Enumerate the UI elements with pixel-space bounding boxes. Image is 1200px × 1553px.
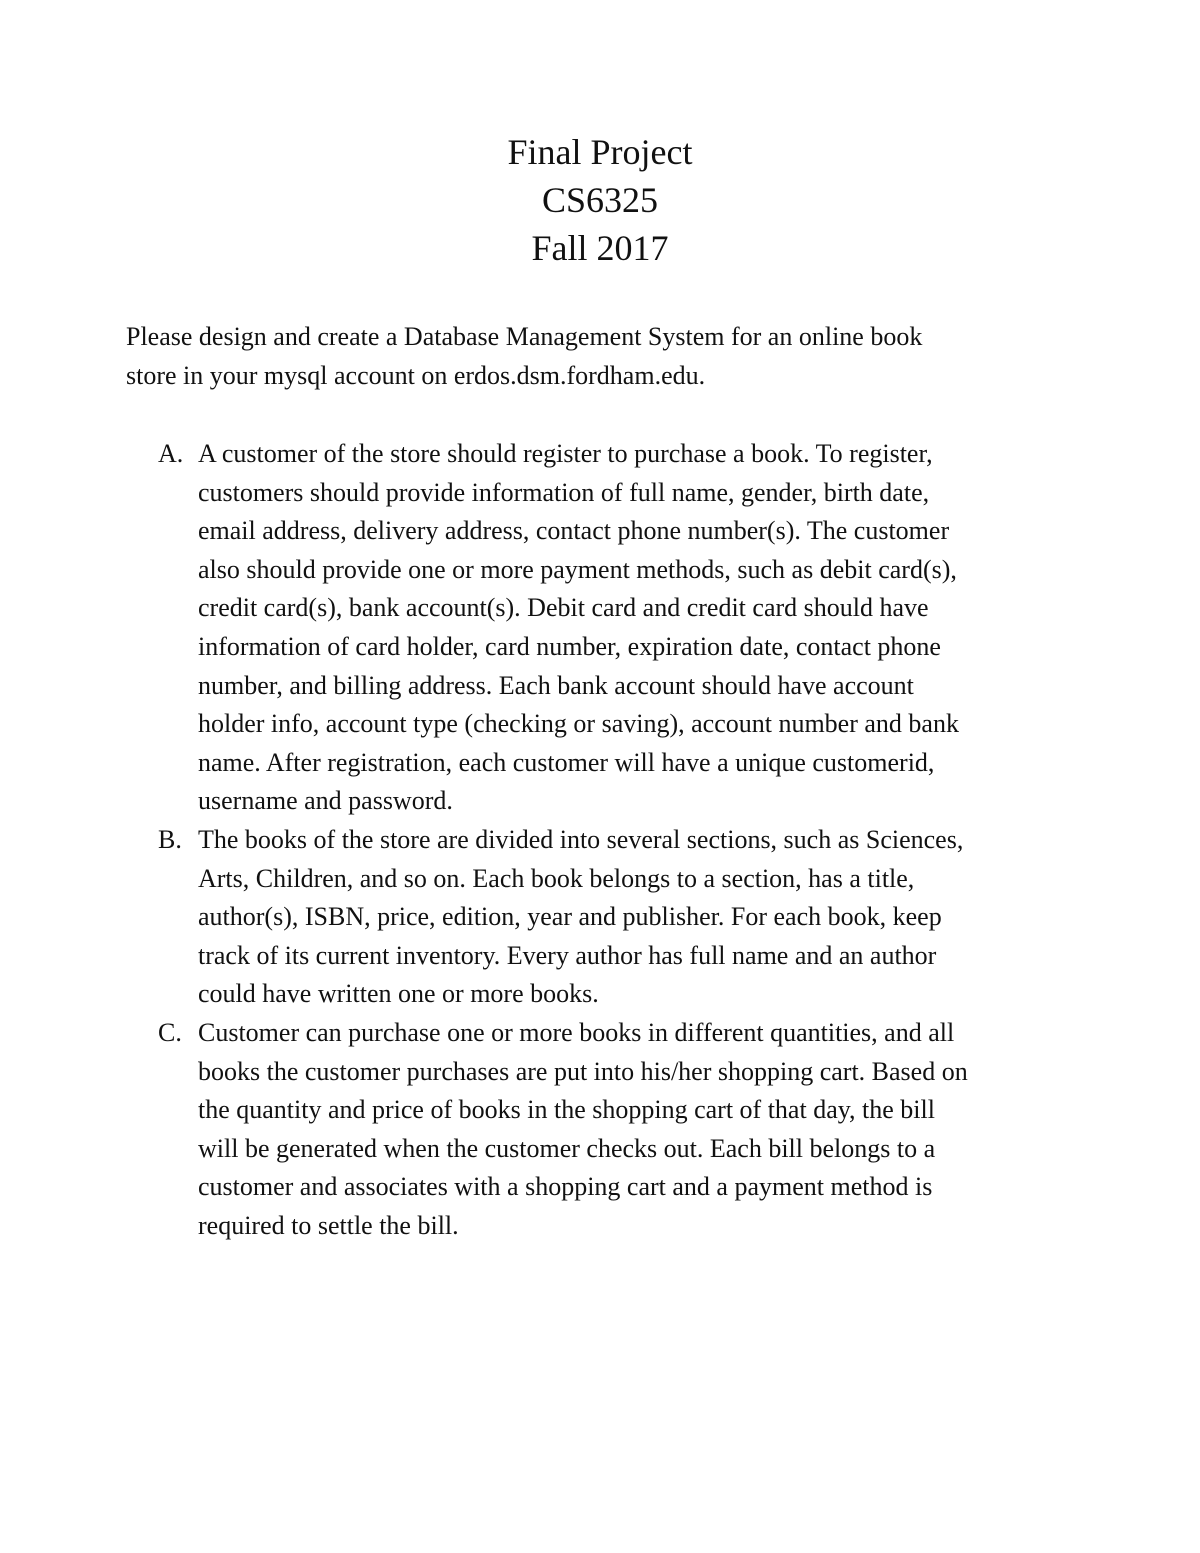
item-line: also should provide one or more payment methods, such as debit card(s), — [198, 554, 957, 584]
item-line: name. After registration, each customer will have a unique customerid, — [198, 747, 935, 777]
item-line: track of its current inventory. Every author has full name and an author — [198, 940, 937, 970]
item-line: could have written one or more books. — [198, 979, 599, 1009]
intro-line: Please design and create a Database Management System for an online book — [126, 322, 923, 351]
item-line: information of card holder, card number, expiration date, contact phone — [198, 631, 941, 661]
item-line: Customer can purchase one or more books in different quantities, and all — [198, 1017, 955, 1047]
item-marker: C. — [158, 1017, 182, 1047]
item-line: customers should provide information of full name, gender, birth date, — [198, 477, 930, 507]
item-line: author(s), ISBN, price, edition, year and publisher. For each book, keep — [198, 902, 942, 932]
item-line: The books of the store are divided into several sections, such as Sciences, — [198, 824, 964, 854]
item-line: will be generated when the customer checks out. Each bill belongs to a — [198, 1133, 936, 1163]
requirements-list — [126, 435, 1086, 1245]
intro-line: store in your mysql account on erdos.dsm.fordham.edu. — [126, 360, 706, 390]
item-line: the quantity and price of books in the shopping cart of that day, the bill — [198, 1095, 935, 1125]
item-line: A customer of the store should register to purchase a book. To register, — [198, 439, 933, 468]
item-marker: A. — [158, 439, 184, 468]
intro-paragraph — [126, 318, 1086, 395]
item-line: holder info, account type (checking or saving), account number and bank — [198, 709, 959, 739]
requirement-item-a — [126, 435, 1086, 821]
item-line: required to settle the bill. — [198, 1210, 459, 1240]
requirement-item-b — [126, 821, 1086, 1014]
title-block — [0, 128, 1200, 272]
page-title: Final Project — [507, 132, 693, 172]
item-line: Arts, Children, and so on. Each book belongs to a section, has a title, — [198, 863, 915, 893]
item-line: number, and billing address. Each bank account should have account — [198, 670, 914, 700]
item-line: customer and associates with a shopping cart and a payment method is — [198, 1172, 933, 1202]
item-line: username and password. — [198, 786, 453, 816]
item-line: email address, delivery address, contact phone number(s). The customer — [198, 516, 950, 546]
course-code: CS6325 — [541, 180, 659, 220]
term: Fall 2017 — [531, 228, 669, 268]
item-marker: B. — [158, 824, 182, 854]
item-line: credit card(s), bank account(s). Debit card and credit card should have — [198, 593, 929, 623]
requirement-item-c — [126, 1014, 1086, 1246]
item-line: books the customer purchases are put into his/her shopping cart. Based on — [198, 1056, 968, 1086]
